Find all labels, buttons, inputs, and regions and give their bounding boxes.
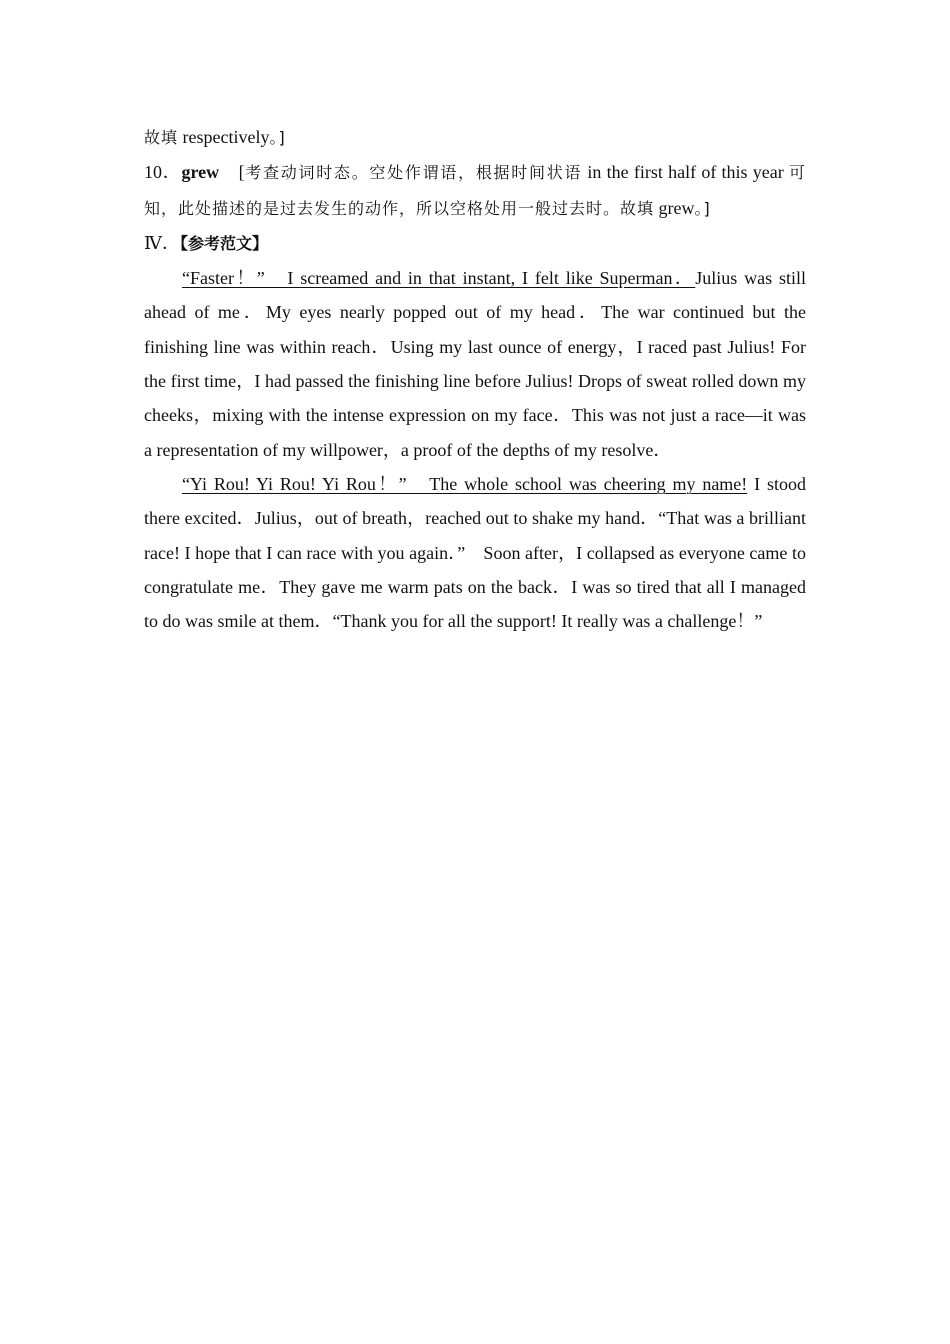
- paragraph-2-body: I stood there excited．Julius，out of breath，reached out to shake my hand．“That was a brilliant race! I hope that I can race with you again．” Soon after，I collapsed as everyone came to congratulate me．They gave me warm pats on the back．I was so tired that all I managed to do was smile at them．“Thank you for all the support! It really was a challenge！”: [144, 473, 806, 632]
- section-heading: [144, 226, 806, 261]
- item9-tail-word: respectively: [178, 127, 270, 147]
- item10-bracket-open: [: [219, 162, 245, 183]
- item9-tail: [144, 120, 806, 155]
- item10-explanation-word: grew: [654, 197, 695, 218]
- sample-paragraph-2: [144, 467, 806, 638]
- item10-explanation-cjk-1: 考查动词时态。空处作谓语，根据时间状语: [244, 163, 583, 183]
- item9-tail-prefix: 故填: [144, 128, 179, 147]
- section-title: 【参考范文】: [179, 233, 268, 253]
- paragraph-1-underlined-opening: “Faster！” I screamed and in that instant, I felt like Superman．: [182, 268, 696, 289]
- item10-answer: grew: [181, 162, 220, 183]
- sample-paragraph-1: [144, 261, 806, 467]
- item10-explanation-en: in the first half of this year: [582, 162, 789, 183]
- item10-explanation-end: 。]: [694, 198, 711, 218]
- item10: [144, 155, 806, 226]
- paragraph-1-body: Julius was still ahead of me．My eyes nearly popped out of my head．The war continued but the finishing line was within reach．Using my last ounce of energy，I raced past Julius! For the first time，I had passed the finishing line before Julius! Drops of sweat rolled down my cheeks，mixing with the intense expression on my face．This was not just a race—it was a representation of my willpower，a proof of the depths of my resolve．: [144, 268, 806, 460]
- paragraph-2-underlined-opening: “Yi Rou! Yi Rou! Yi Rou！” The whole school was cheering my name!: [182, 473, 748, 494]
- item10-explanation-cjk-2: 可知，此处描述的是过去发生的动作，所以空格处用一般过去时。故填: [144, 163, 807, 218]
- item10-number: 10．: [144, 162, 182, 183]
- section-numeral: Ⅳ．: [144, 232, 180, 253]
- item9-tail-suffix: 。]: [269, 128, 286, 147]
- document-page: [144, 120, 806, 638]
